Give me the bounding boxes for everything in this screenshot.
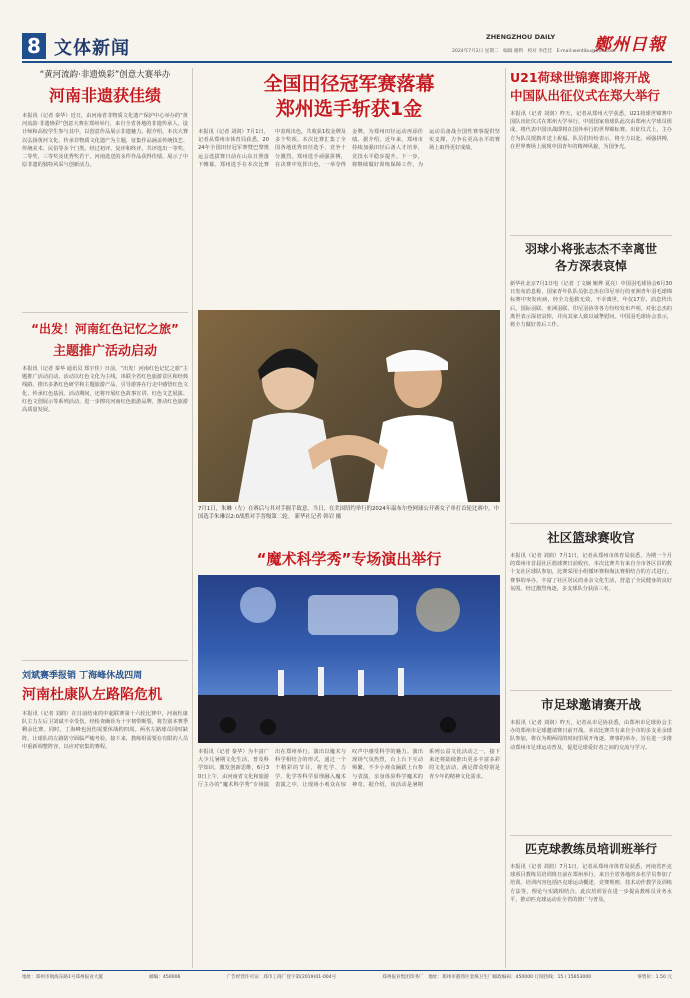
article-headline-2: 各方深表哀悼: [554, 259, 627, 273]
footer-postcode: 邮编：450006: [149, 975, 181, 980]
footer-printer: 郑州报业集团印务厂 地址：郑州市港湾区金珠卫生厂邮政编码：450000 订阅热线：15 / 15653000: [382, 975, 592, 980]
article-headline: 市足球邀请赛开战: [540, 697, 641, 712]
article-body: 本报讯（记者 刘润）7月1日，记者从郑州市体育局获悉，河南省匹克球项目教练员培训班日前在郑州举行。来自全省各地的多名学员参加了培训。培训内容包括匹克球运动概述、竞赛规则、技术动作教学及训练方法等，理论与实践相结合。此次培训旨在进一步提高教练员业务水平，推动匹克球运动在全省的推广与普及。: [510, 864, 672, 903]
article-headline-1: U21荷球世锦赛即将开战: [510, 70, 651, 85]
article-body: 本报讯（记者 刘润）昨天，记者从市足协获悉，由郑州市足球协会主办的郑州市足球邀请赛日前开战。本次比赛共有来自全市的多支业余球队参加，将在为期两周的时间里展开角逐。赛事的举办，旨在进一步推动郑州市足球运动普及，促进足球爱好者之间的交流与学习。: [510, 720, 672, 751]
article-headline: 主题推广活动启动: [52, 344, 157, 359]
main-headline-line-1: 全国田径冠军赛落幕: [263, 73, 435, 95]
article-body: 本报讯（记者 刘润）昨天，记者从郑州大学获悉，U21荷球世锦赛中国队出征仪式在郑州大学举行。中国国家荷球队此次由郑州大学球员组成，将代表中国出战即将在国外举行的世界锦标赛。出征仪式上，主办方为队员授旗并送上祝福。队员们纷纷表示，将全力以赴、顽强拼搏，在世界赛场上展现中国青年的精神风貌，为国争光。: [510, 111, 672, 150]
article-kicker: “黄河流韵·非遗焕彩”创意大赛举办: [39, 70, 171, 80]
article-headline-1: 羽球小将张志杰不幸离世: [524, 242, 657, 256]
article-body: 本报讯（记者 秦华）近日，由河南省非物质文化遗产保护中心举办的“黄河流韵·非遗焕彩”创意大赛在郑州举行，来自全省各地的非遗传承人、设计师和高校学生参与其中，以创意作品展示非遗魅力。据介绍，本次大赛以弘扬黄河文化、传承非物质文化遗产为主题，征集作品涵盖传统技艺、传统美术、民俗等多个门类。经过初评、复评和终评，共评选出一等奖、二等奖、三等奖及优秀奖若干。河南选送的多件作品获得佳绩，展示了中原非遗的独特风采与创新活力。: [22, 113, 188, 169]
article-community-basketball: [510, 528, 672, 677]
article-kicker: “出发！河南红色记忆之旅”: [31, 322, 179, 336]
article-headline-2: 中国队出征仪式在郑大举行: [510, 88, 661, 103]
article-non-heritage: [22, 68, 188, 324]
footer-rule: [22, 970, 672, 971]
article-headline: 河南非遗获佳绩: [48, 86, 161, 105]
main-headline: [198, 72, 500, 122]
article-korfball: [510, 68, 672, 235]
tennis-photo: [198, 310, 500, 502]
date-line: 2024年7月2日 星期二 编辑 谢利 校对 李佳佳 E-mail:wentibu@163.com: [452, 49, 616, 54]
article-headline: 匹克球教练员培训班举行: [524, 842, 657, 856]
footer-ad-permit: 广告经营许可证：郑市工商广登字第(2019)01-004号: [226, 975, 337, 980]
article-football-invitational: [510, 695, 672, 821]
main-headline-line-2: 郑州选手斩获1金: [275, 98, 423, 120]
article-body: 新华社北京7月1日电（记者 丁文娴 姬烨 夏亮）中国羽毛球协会6月30日发布消息称，国家青年队队员张志杰在印尼举行的亚洲青年羽毛球锦标赛中突发疾病，经全力抢救无效，不幸离世，年仅17岁。消息传出后，国际羽联、亚洲羽联、印尼羽协等各方纷纷发布声明，对张志杰的离世表示深切哀悼，并向其家人致以诚挚慰问。中国羽毛球协会表示，将全力做好善后工作。: [510, 281, 672, 329]
section-name: 文体新闻: [54, 38, 130, 59]
article-dukang-team: [22, 668, 188, 985]
article-body: 本报讯（记者 刘润）在日前结束的中超联赛第十六轮比赛中，河南杜康队主力左后卫刘斌不幸受伤，经检查确诊为十字韧带断裂，将告别本赛季剩余比赛。同时，丁海峰也因伤需要休战约四周。两名左路球员同时缺阵，让球队的左路防守面临严峻考验。接下来，教练组需要在有限的人员中重新调整阵容，以应对密集的赛程。: [22, 711, 188, 750]
article-headline: 河南杜康队左路陷危机: [22, 687, 162, 703]
magic-show-headline: “魔术科学秀”专场演出举行: [256, 550, 442, 568]
article-kicker: 刘斌赛季报销 丁海峰休战四周: [22, 671, 143, 681]
photo-caption: 7月1日，朱琳（左）在赛后与其对手握手致意。当日，在美国纽约举行的2024年温布尔登网球公开赛女子单打首轮比赛中，中国选手朱琳以2:0战胜对手晋级第二轮。 新华社记者 韩岩 摄: [198, 506, 499, 520]
page-number-box: [22, 33, 46, 59]
header-rule: [22, 61, 672, 63]
article-red-memory-tour: [22, 320, 188, 663]
page-number: 8: [27, 34, 41, 58]
article-badminton: [510, 240, 672, 512]
footer-price: 零售价：1.50 元: [637, 975, 672, 980]
masthead-logo: 鄭州日報: [594, 35, 666, 55]
article-body: 本报讯（记者 刘润）7月1日，记者从郑州市体育局获悉，为期一个月的郑州市首届社区篮球赛日前收官。本次比赛共有来自全市各区县的数十支社区球队参加，比赛采用小组循环赛和淘汰赛相结合的方式进行。赛事的举办，丰富了社区居民的业余文化生活，营造了全民健身的良好氛围。经过激烈角逐，多支球队分获前三名。: [510, 553, 672, 592]
footer: [22, 974, 672, 984]
magic-show-body: 本报讯（记者 秦华）为丰富广大少儿暑期文化生活，普及科学知识，激发创新思维，6月30日上午，由河南省文化和旅游厅主办的“魔术科学秀”专场演出在郑州举行。演出以魔术与科学相结合的形式，通过一个个精彩的节目，将光学、力学、化学等科学原理融入魔术表演之中，让现场小观众在惊叹声中感受科学的魅力。演出现场气氛热烈，台上台下互动频繁，不少小观众踊跃上台参与表演，亲身体验科学魔术的神奇。据介绍，该活动是暑期系列公益文化活动之一，接下来还将陆续推出更多丰富多彩的文化活动，满足群众特别是青少年的精神文化需求。: [198, 749, 500, 788]
footer-address: 地址：郑州市航海东路1号郑州报业大厦: [22, 975, 104, 980]
article-pickleball-training: [510, 840, 672, 968]
main-article-body: 本报讯（记者 刘润）7月1日，记者从郑州市体育局获悉，2024年全国田径冠军赛暨巴黎奥运会选拔赛日前在山东日照落下帷幕。郑州选手在本次比赛中表现出色，共收获1枚金牌及多个奖项。本次比赛汇集了全国各地优秀田径选手，竞争十分激烈。郑州选手顽强拼搏，在决赛中发挥出色，一举夺得金牌，为郑州田径运动再添佳绩。据介绍，近年来，郑州市持续加强田径后备人才培养，竞技水平稳步提升。下一步，将继续做好训练保障工作，为运动员备战全国性赛事提供坚实支撑，力争在更高水平的赛场上取得更好成绩。: [198, 129, 500, 168]
paper-en-name: ZHENGZHOU DAILY: [486, 33, 556, 41]
article-headline: 社区篮球赛收官: [547, 530, 635, 545]
stage-photo: [198, 575, 500, 743]
article-body: 本报讯（记者 秦华 通讯员 郑宇佳）日前，“出发！河南红色记忆之旅”主题推广活动启动。活动以红色文化为主线，串联全省红色旅游景区和经典线路，推出多条红色研学和主题旅游产品，引导游客在行走中感悟红色文化、传承红色基因。活动期间，还将开展红色故事宣讲、红色文艺展演、红色文创展示等系列活动，进一步擦亮河南红色旅游品牌，推动红色旅游高质量发展。: [22, 366, 188, 414]
